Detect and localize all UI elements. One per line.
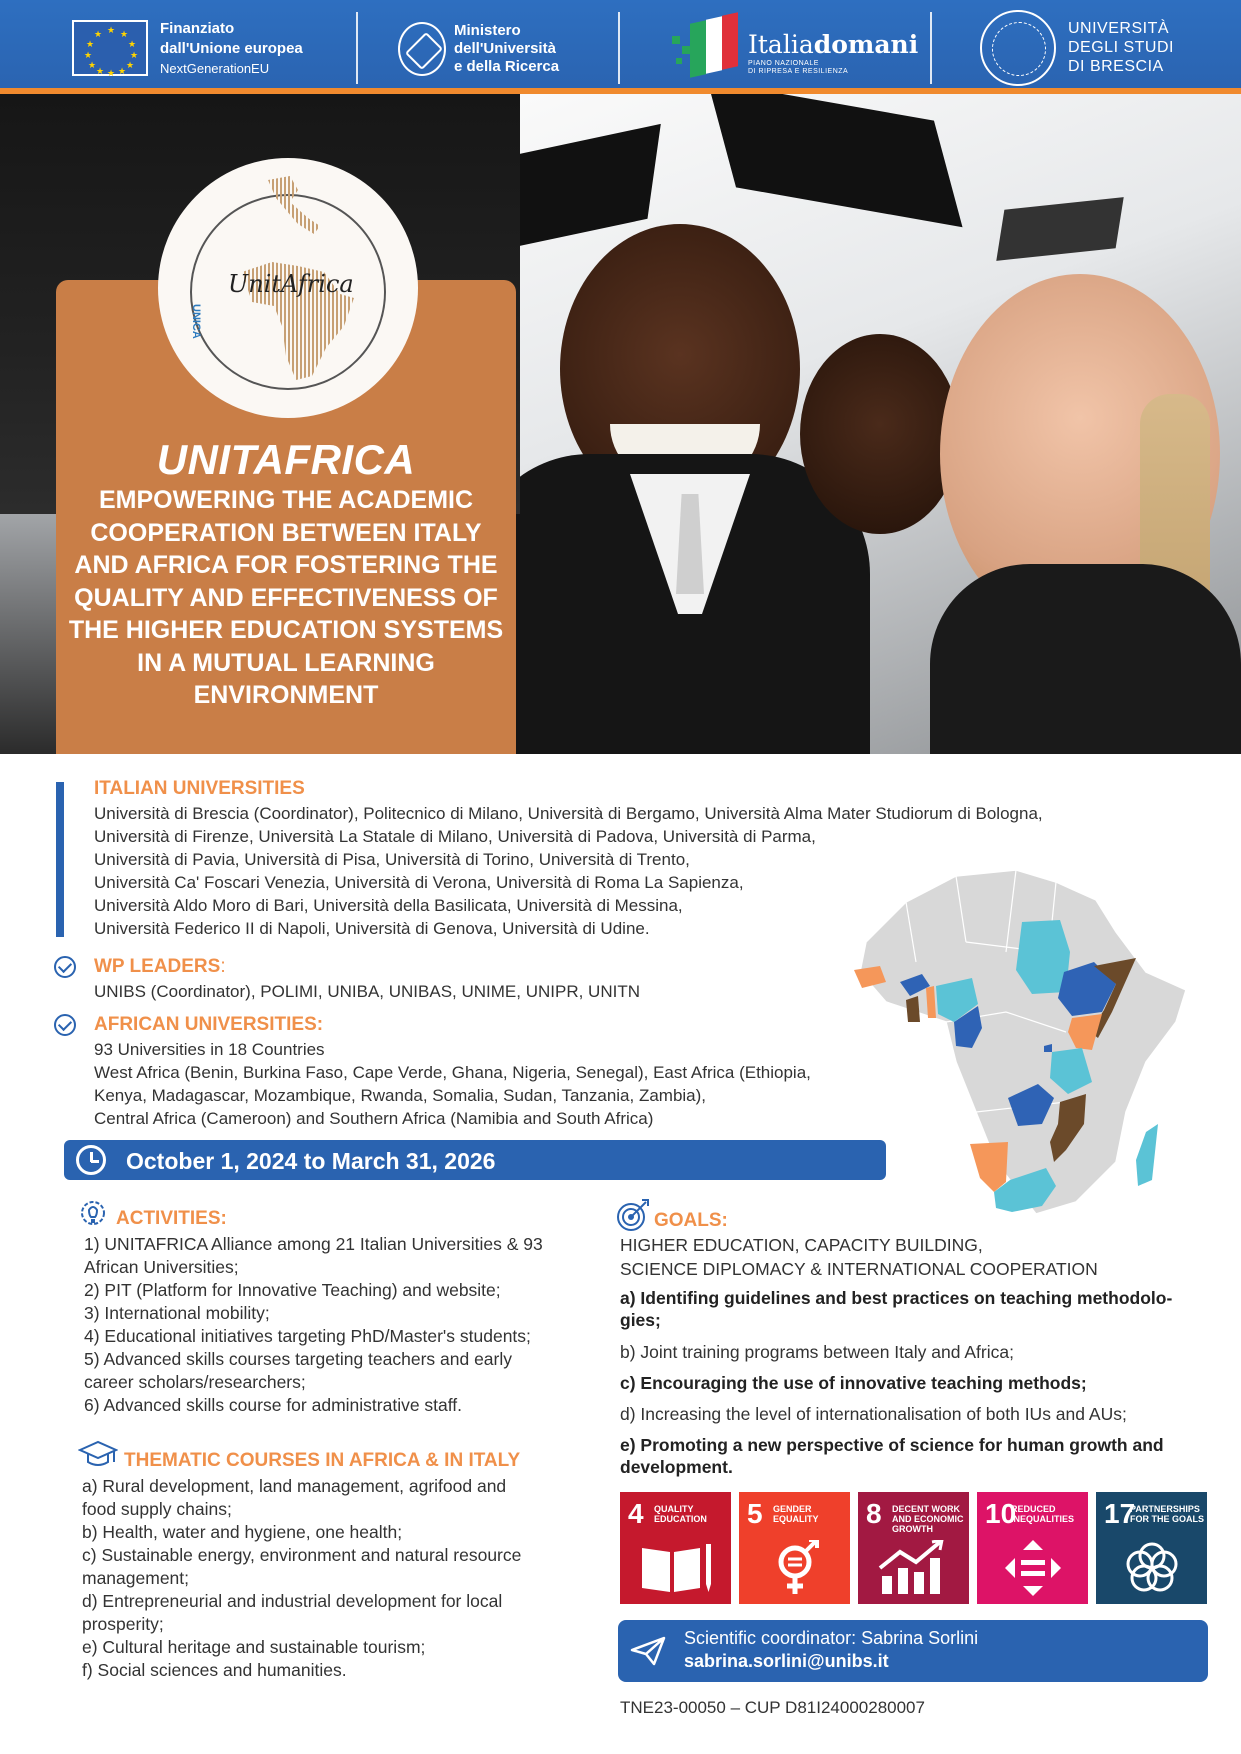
country-namibia [970,1142,1008,1192]
eu-flag-icon: ★ ★ ★ ★ ★ ★ ★ ★ ★ ★ ★ ★ [72,20,148,76]
hero-subtitle: EMPOWERING THE ACADEMIC COOPERATION BETWEEN ITALY AND AFRICA FOR FOSTERING THE QUALITY AND EFFECTIVENESS OF THE HIGHER EDUCATION SYSTEMS IN A MUTUAL LEARNING ENVIRONMENT [68,486,504,709]
student-face [800,334,960,534]
italia-domani-flag-icon [672,14,742,76]
italia-tagline2: DI RIPRESA E RESILIENZA [748,68,849,75]
section-accent-bar [56,782,64,937]
african-universities-list: 93 Universities in 18 Countries West Africa (Benin, Burkina Faso, Cape Verde, Ghana, Nigeria, Senegal), East Africa (Ethiopia, Kenya, Madagascar, Mozambique, Rwanda, Somalia, Sudan, Tanzania, Zambia), Central Africa (Cameroon) and Southern Africa (Namibia and South Africa) [94,1040,811,1128]
unitafrica-logo-text: UnitAfrica [228,270,354,298]
gender-equality-icon [757,1540,833,1596]
unibs-line2: DEGLI STUDI [1068,39,1174,56]
eu-line3: NextGenerationEU [160,61,270,76]
goals-intro-2: SCIENCE DIPLOMACY & INTERNATIONAL COOPERATION [620,1259,1098,1279]
sdg-tile-17: 17 PARTNERSHIPS FOR THE GOALS [1096,1492,1207,1604]
italia-tagline1: PIANO NAZIONALE [748,60,819,67]
graduation-cap-icon [78,1440,118,1470]
project-code: TNE23-00050 – CUP D81I24000280007 [620,1698,925,1717]
send-paper-plane-icon [630,1636,666,1666]
check-circle-icon [54,1014,76,1036]
mur-line3: e della Ricerca [454,58,560,75]
header-divider [930,12,932,84]
unibs-seal-icon [980,10,1056,86]
italia-domani-brand: Italiadomani [748,30,919,59]
sdg-tile-4: 4 QUALITY EDUCATION [620,1492,731,1604]
thematic-courses-title: THEMATIC COURSES IN AFRICA & IN ITALY [124,1450,521,1471]
goal-e-line2: development. [620,1457,733,1477]
goal-b: b) Joint training programs between Italy and Africa; [620,1342,1014,1362]
clock-icon [76,1145,106,1175]
eu-line2: dall'Unione europea [160,40,303,57]
goal-c: c) Encouraging the use of innovative teaching methods; [620,1373,1087,1393]
sdg-tile-8: 8 DECENT WORK AND ECONOMIC GROWTH [858,1492,969,1604]
wp-leaders-title: WP LEADERS: [94,956,226,977]
italian-universities-title: ITALIAN UNIVERSITIES [94,778,305,799]
unibs-line1: UNIVERSITÀ [1068,20,1170,37]
goals-title: GOALS: [654,1210,728,1231]
partnership-flower-icon [1114,1540,1190,1596]
wp-leaders-list: UNIBS (Coordinator), POLIMI, UNIBA, UNIBAS, UNIME, UNIPR, UNITN [94,982,640,1001]
italian-universities-list: Università di Brescia (Coordinator), Politecnico di Milano, Università di Bergamo, Università Alma Mater Studiorum di Bologna, Università di Firenze, Università La Statale di Milano, Università di Padova, Università di Parma, Università di Pavia, Università di Pisa, Università di Torino, Università di Trento, Università Ca' Foscari Venezia, Università di Verona, Università di Roma La Sapienza, Università Aldo Moro di Bari, Università della Basilicata, Università di Messina, Università Federico II di Napoli, Università di Genova, Università di Udine. [94,804,1043,938]
activities-list: 1) UNITAFRICA Alliance among 21 Italian Universities & 93 African Universities; 2) PIT (Platform for Innovative Teaching) and website; 3) International mobility; 4) Educational initiatives targeting PhD/Master's students; 5) Advanced skills courses targeting teachers and early career scholars/researchers; 6) Advanced skills course for administrative staff. [84,1234,543,1415]
lightbulb-gear-icon [78,1200,108,1230]
italian-republic-emblem-icon [398,22,446,76]
goal-a-line1: a) Identifing guidelines and best practices on teaching methodolo- [620,1288,1173,1308]
sdg-tile-10: 10 REDUCED INEQUALITIES [977,1492,1088,1604]
sdg-tile-5: 5 GENDER EQUALITY [739,1492,850,1604]
header-divider [618,12,620,84]
country-ghana [906,996,920,1022]
hero-title: UNITAFRICA [156,436,416,483]
header-divider [356,12,358,84]
coordinator-label: Scientific coordinator: Sabrina Sorlini [684,1628,979,1648]
african-universities-title: AFRICAN UNIVERSITIES: [94,1014,324,1035]
book-pencil-icon [638,1540,714,1596]
thematic-courses-list: a) Rural development, land management, agrifood and food supply chains; b) Health, water and hygiene, one health; c) Sustainable energy, environment and natural resource management; d) Entrepreneurial and industrial development for local prosperity; e) Cultural heritage and sustainable tourism; f) Social sciences and humanities. [82,1476,522,1680]
africa-partner-countries-map [846,862,1204,1242]
goal-e-line1: e) Promoting a new perspective of science for human growth and [620,1435,1164,1455]
reduced-inequalities-icon [995,1540,1071,1596]
growth-chart-icon [876,1540,952,1596]
eu-line1: Finanziato [160,20,235,37]
coordinator-email-link[interactable]: sabrina.sorlini@unibs.it [684,1651,889,1671]
activities-title: ACTIVITIES: [116,1208,227,1229]
country-madagascar [1136,1124,1158,1186]
project-dates: October 1, 2024 to March 31, 2026 [126,1148,496,1174]
graduation-gown [930,564,1241,754]
mur-line1: Ministero [454,22,521,39]
goal-d: d) Increasing the level of internationalisation of both IUs and AUs; [620,1404,1127,1424]
check-circle-icon [54,956,76,978]
unibs-line3: DI BRESCIA [1068,58,1164,75]
target-icon [616,1198,650,1232]
goals-intro-1: HIGHER EDUCATION, CAPACITY BUILDING, [620,1235,983,1255]
mur-line2: dell'Università [454,40,556,57]
unica-mini-logo: UNICA [190,304,202,339]
goal-a-line2: gies; [620,1310,661,1330]
